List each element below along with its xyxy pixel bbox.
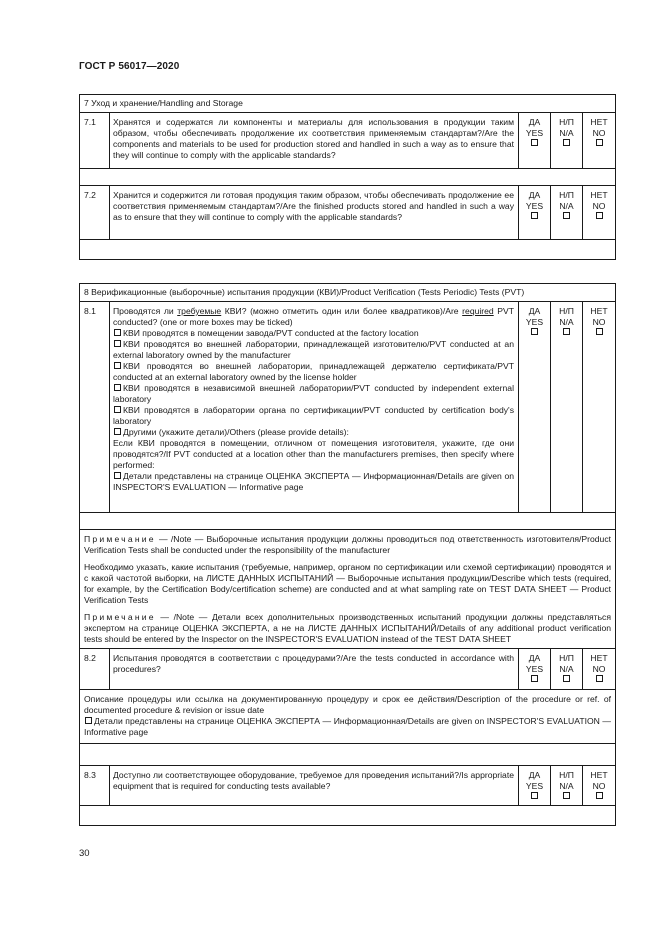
option-no[interactable]: НЕТ NO: [583, 649, 616, 690]
checkbox-na[interactable]: [563, 675, 570, 682]
question-number: 8.3: [80, 766, 110, 806]
note-paragraph: Необходимо указать, какие испытания (требуемые, например, органом по сертификации или схемой сертификации) проводятся и с какой частотой выборки, на ЛИСТЕ ДАННЫХ ИСПЫТАНИЙ — Выборочные испытания продукции/Describe which tests (required, for example, by the Certification Body/certification scheme) are conducted and at what sampling rate on TEST DATA SHEET — Product Verification Tests: [84, 562, 612, 605]
details-item[interactable]: Детали представлены на странице ОЦЕНКА ЭКСПЕРТА — Информационная/Details are given on INSPECTOR'S EVALUATION — Informative page: [113, 471, 514, 492]
section-7-title: 7 Уход и хранение/Handling and Storage: [80, 95, 616, 113]
option-na[interactable]: Н/П N/A: [551, 302, 583, 513]
answer-row[interactable]: [80, 744, 616, 766]
question-number: 7.2: [80, 186, 110, 240]
checkbox[interactable]: [114, 384, 121, 391]
answer-row[interactable]: [80, 240, 616, 260]
option-na[interactable]: Н/П N/A: [551, 766, 583, 806]
checkbox-yes[interactable]: [531, 792, 538, 799]
details-item[interactable]: Детали представлены на странице ОЦЕНКА ЭКСПЕРТА — Информационная/Details are given on INSPECTOR'S EVALUATION — Informative page: [84, 716, 612, 737]
option-yes[interactable]: ДА YES: [519, 649, 551, 690]
checkbox[interactable]: [114, 340, 121, 347]
option-yes[interactable]: ДА YES: [519, 113, 551, 169]
option-item[interactable]: КВИ проводятся в лаборатории органа по сертификации/PVT conducted by certification body's laboratory: [113, 405, 514, 426]
section-7-table: [79, 94, 616, 260]
checkbox[interactable]: [85, 717, 92, 724]
option-yes[interactable]: ДА YES: [519, 766, 551, 806]
question-intro: Проводятся ли требуемые КВИ? (можно отметить один или более квадратиков)/Are required PVT conducted? (one or more boxes may be ticked): [113, 306, 514, 327]
checkbox-no[interactable]: [596, 675, 603, 682]
option-na[interactable]: Н/П N/A: [551, 113, 583, 169]
option-na[interactable]: Н/П N/A: [551, 186, 583, 240]
procedure-description: Описание процедуры или ссылка на документированную процедуру и срок ее действия/Description of the procedure or ref. of documented procedure & revision or issue date Детали представлены на странице ОЦЕНКА ЭКСПЕРТА — Информационная/Details are given on INSPECTOR'S EVALUATION — Informative page: [80, 690, 616, 744]
checkbox[interactable]: [114, 428, 121, 435]
answer-row[interactable]: [80, 806, 616, 826]
checkbox-no[interactable]: [596, 328, 603, 335]
option-no[interactable]: НЕТ NO: [583, 186, 616, 240]
section-8-title: 8 Верификационные (выборочные) испытания продукции (КВИ)/Product Verification (Tests Periodic) Tests (PVT): [80, 284, 616, 302]
checkbox-yes[interactable]: [531, 328, 538, 335]
option-no[interactable]: НЕТ NO: [583, 766, 616, 806]
option-item[interactable]: КВИ проводятся во внешней лаборатории, принадлежащей изготовителю/PVT conducted at an external laboratory owned by the manufacturer: [113, 339, 514, 360]
question-text: Доступно ли соответствующее оборудование, требуемое для проведения испытаний?/Is appropriate equipment that is required for conducting tests available?: [110, 766, 519, 806]
checkbox-na[interactable]: [563, 792, 570, 799]
answer-row[interactable]: [80, 513, 616, 530]
checkbox-no[interactable]: [596, 792, 603, 799]
checkbox-na[interactable]: [563, 139, 570, 146]
checkbox-na[interactable]: [563, 212, 570, 219]
checkbox-na[interactable]: [563, 328, 570, 335]
question-text: Хранятся и содержатся ли компоненты и материалы для использования в продукции таким образом, чтобы обеспечивать продолжение их соответствия применяемым стандартам?/Are the components and materials to be used for production stored and handled in such a way as to ensure that they will continue to comply with the applicable standards?: [110, 113, 519, 169]
option-item[interactable]: КВИ проводятся во внешней лаборатории, принадлежащей держателю сертификата/PVT conducted at an external laboratory owned by the license holder: [113, 361, 514, 382]
question-8-1-text: [110, 302, 519, 513]
checkbox-no[interactable]: [596, 139, 603, 146]
checkbox[interactable]: [114, 362, 121, 369]
page-number: 30: [79, 848, 90, 859]
question-text: Испытания проводятся в соответствии с процедурами?/Are the tests conducted in accordance with procedures?: [110, 649, 519, 690]
note-2: Примечание — /Note — Детали всех дополнительных производственных испытаний продукции должны представляться экспертом на странице ОЦЕНКА ЭКСПЕРТА, а не на ЛИСТЕ ДАННЫХ ИСПЫТАНИЙ/Details of any additional product verification tests should be entered by the Inspector on the INSPECTOR'S EVALUATION instead of the TEST DATA SHEET: [84, 612, 612, 644]
option-na[interactable]: Н/П N/A: [551, 649, 583, 690]
checkbox-no[interactable]: [596, 212, 603, 219]
question-number: 7.1: [80, 113, 110, 169]
checkbox-yes[interactable]: [531, 139, 538, 146]
option-yes[interactable]: ДА YES: [519, 186, 551, 240]
option-no[interactable]: НЕТ NO: [583, 113, 616, 169]
option-item[interactable]: КВИ проводятся в независимой внешней лаборатории/PVT conducted by independent external laboratory: [113, 383, 514, 404]
document-header: ГОСТ Р 56017—2020: [79, 61, 180, 72]
other-location-text: Если КВИ проводятся в помещении, отличном от помещения изготовителя, укажите, где они проводятся?/If PVT conducted at a location other than the manufacturers premises, then specify where performed:: [113, 438, 514, 470]
option-item[interactable]: Другими (укажите детали)/Others (please provide details):: [113, 427, 514, 438]
question-number: 8.1: [80, 302, 110, 513]
checkbox[interactable]: [114, 406, 121, 413]
option-no[interactable]: НЕТ NO: [583, 302, 616, 513]
option-yes[interactable]: ДА YES: [519, 302, 551, 513]
checkbox-yes[interactable]: [531, 212, 538, 219]
checkbox-yes[interactable]: [531, 675, 538, 682]
question-text: Хранится и содержится ли готовая продукция таким образом, чтобы обеспечивать продолжение ее соответствия применяемым стандартам?/Are the finished products stored and handled in such a way as to ensure that they will continue to comply with the applicable standards?: [110, 186, 519, 240]
option-item[interactable]: КВИ проводятся в помещении завода/PVT conducted at the factory location: [113, 328, 514, 339]
section-8-table: [79, 283, 616, 826]
answer-row[interactable]: [80, 169, 616, 186]
notes-block: [80, 530, 616, 649]
checkbox[interactable]: [114, 329, 121, 336]
checkbox[interactable]: [114, 472, 121, 479]
note-1: Примечание — /Note — Выборочные испытания продукции должны проводиться под ответственность изготовителя/Product Verification Tests shall be conducted under the responsibility of the manufacturer: [84, 534, 612, 555]
question-number: 8.2: [80, 649, 110, 690]
